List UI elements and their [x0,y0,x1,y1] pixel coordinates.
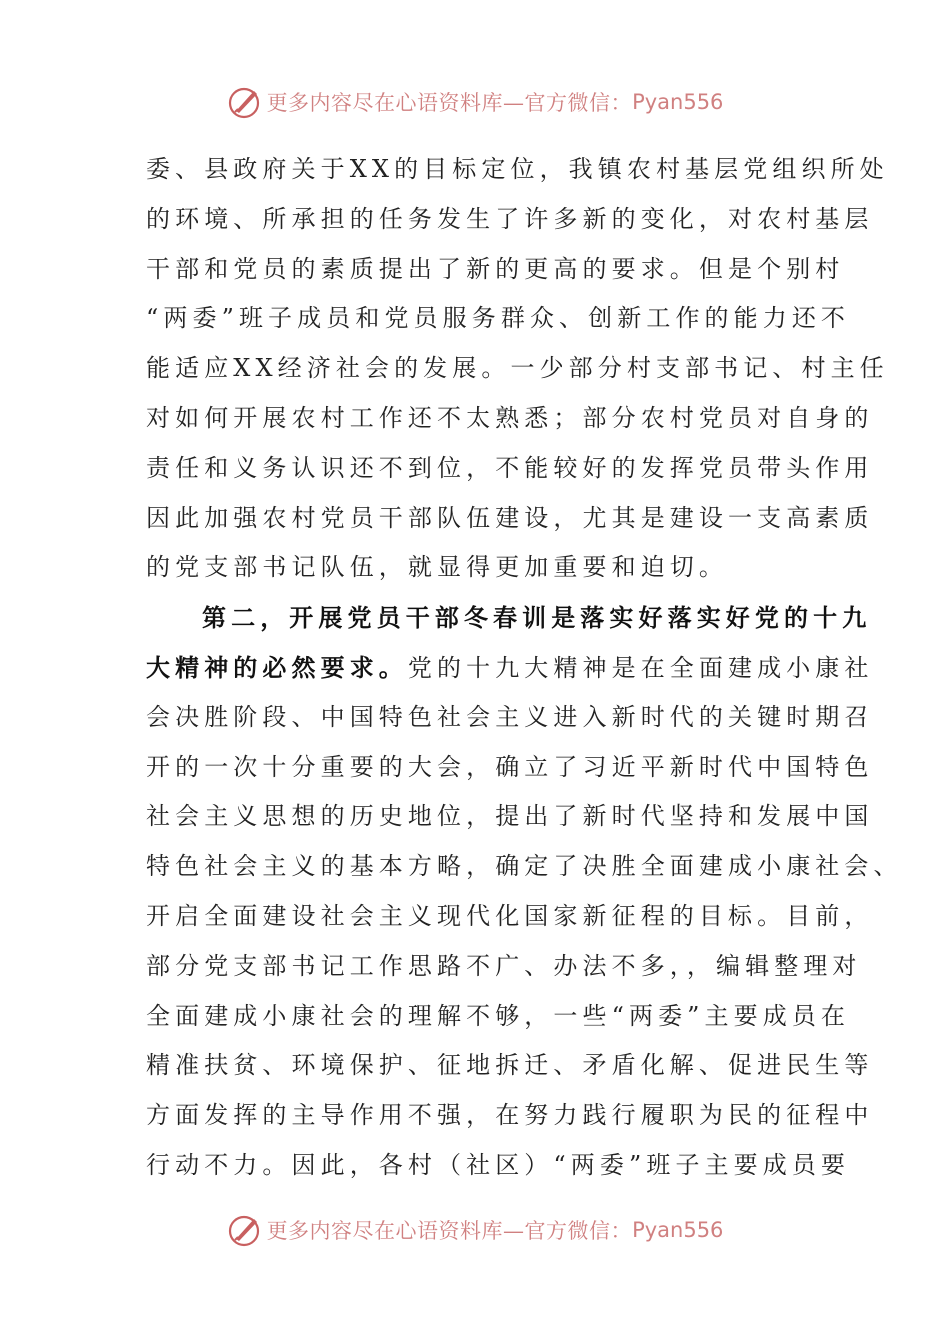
text-line: 责任和义务认识还不到位，不能较好的发挥党员带头作用 [146,453,874,482]
watermark-text: 更多内容尽在心语资料库—官方微信： [266,91,633,115]
footer-watermark [0,1210,950,1250]
text-line: 全面建成小康社会的理解不够，一些“两委”主要成员在 [146,1001,851,1030]
text-line: 能适应XX经济社会的发展。一少部分村支部书记、村主任 [146,354,889,383]
text-line: “两委”班子成员和党员服务群众、创新工作的能力还不 [146,304,851,333]
watermark-wechat-id: Pyan556 [632,1218,724,1242]
text-line: 开的一次十分重要的大会，确立了习近平新时代中国特色 [146,752,874,781]
text-line: 的党支部书记队伍，就显得更加重要和迫切。 [146,553,728,582]
text-line: 行动不力。因此，各村（社区）“两委”班子主要成员要 [146,1150,851,1179]
text-line: 因此加强农村党员干部队伍建设，尤其是建设一支高素质 [146,503,874,532]
quill-logo-icon [227,1212,263,1248]
text-line: 会决胜阶段、中国特色社会主义进入新时代的关键时期召 [146,702,874,731]
bold-heading: 大精神的必然要求。 [146,652,408,682]
text-line: 委、县政府关于XX的目标定位，我镇农村基层党组织所处 [146,155,889,183]
quill-logo-icon [227,84,263,120]
text-line: 的环境、所承担的任务发生了许多新的变化，对农村基层 [146,204,874,233]
text-line: 开启全面建设社会主义现代化国家新征程的目标。目前， [146,901,874,930]
text-line: 社会主义思想的历史地位，提出了新时代坚持和发展中国 [146,802,874,831]
watermark-text: 更多内容尽在心语资料库—官方微信： [266,1219,633,1243]
section-heading-line: 大精神的必然要求。党的十九大精神是在全面建成小康社 [146,652,874,682]
text-line: 干部和党员的素质提出了新的更高的要求。但是个别村 [146,254,845,283]
text-line: 特色社会主义的基本方略，确定了决胜全面建成小康社会、 [146,852,903,881]
text-line: 对如何开展农村工作还不太熟悉；部分农村党员对自身的 [146,403,874,432]
bold-heading: 第二，开展党员干部冬春训是落实好落实好党的十九 [202,603,872,633]
text-line: 方面发挥的主导作用不强，在努力践行履职为民的征程中 [146,1101,874,1130]
section-heading-line [146,593,872,643]
header-watermark [0,82,950,122]
text-line: 部分党支部书记工作思路不广、办法不多，，编辑整理对 [146,951,862,980]
watermark-wechat-id: Pyan556 [632,90,724,114]
text-line: 精准扶贫、环境保护、征地拆迁、矛盾化解、促进民生等 [146,1051,874,1080]
document-body [146,145,903,1191]
